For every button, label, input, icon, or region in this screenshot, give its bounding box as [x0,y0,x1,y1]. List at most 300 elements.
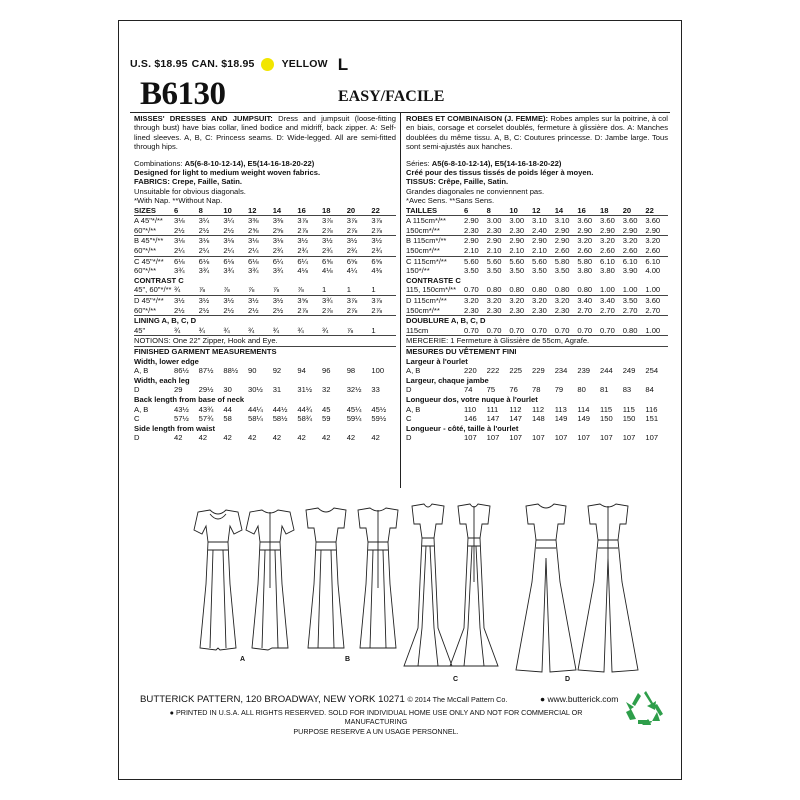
table-cell: 3.60 [645,296,661,305]
row-label: 150cm*/** [406,246,440,256]
table-cell: 3.20 [509,296,525,305]
table-cell: 6⅝ [371,256,382,266]
contrast-heading: CONTRAST C [134,275,184,285]
table-cell: 6.10 [645,256,661,266]
table-cell: 42 [272,433,282,443]
table-cell: 2.10 [464,246,479,256]
table-cell: 2.30 [464,225,479,235]
table-cell: 2.70 [622,305,638,315]
table-cell: 2¾ [346,246,358,256]
size-cell: 10 [509,205,518,215]
table-row [134,226,396,236]
table-cell: 5.80 [554,256,570,266]
table-cell: 1.00 [622,285,638,295]
table-cell: 3.20 [600,236,615,246]
table-row [134,366,396,376]
table-cell: 3.80 [600,266,615,276]
table-row [134,266,396,276]
table-cell: 1 [371,285,376,295]
lining-heading-fr: DOUBLURE A, B, C, D [406,315,668,326]
table-row [134,295,396,306]
table-cell: 6.10 [622,256,638,266]
table-cell: 3⅛ [272,236,284,246]
table-row [134,433,396,443]
contrast-heading-fr: CONTRASTE C [406,275,461,285]
table-cell: 3⅞ [346,296,358,305]
view-label-c: C [453,676,459,683]
nap-note-fr: *Avec Sens. **Sans Sens. [406,196,495,206]
notions-fr: MERCERIE: 1 Fermeture à Glissière de 55cm, Agrafe. [406,335,668,346]
table-cell: 2½ [174,305,185,315]
table-cell: 2¾ [371,246,382,256]
table-cell: 150 [622,414,636,424]
view-c-drawing [404,504,498,666]
table-cell: 3¾ [174,266,185,276]
row-label: 150cm*/** [406,305,440,315]
table-cell: ¾ [198,325,206,335]
table-cell: 44½ [272,404,288,414]
price-us: U.S. $18.95 [130,58,188,70]
table-cell: 29½ [198,385,214,395]
table-cell: 6⅛ [174,256,185,266]
table-cell: ⅞ [272,285,280,295]
table-cell: 3.50 [554,266,570,276]
table-cell: 6⅛ [223,256,234,266]
table-cell: 2¼ [198,246,210,256]
table-cell: 107 [509,433,523,443]
table-cell: 3.10 [554,216,570,226]
table-cell: 2.90 [554,225,570,235]
table-cell: 30 [223,385,232,395]
table-cell: 0.80 [486,285,502,295]
table-cell: 58 [223,414,232,424]
table-cell: 2¼ [248,246,259,256]
table-cell: 6⅛ [248,256,259,266]
table-cell: 107 [600,433,613,443]
table-row [134,215,396,226]
table-cell: 42 [297,433,306,443]
table-cell: 1 [371,325,376,335]
unsuitable-note: Unsuitable for obvious diagonals. [134,186,246,196]
view-b-drawing [306,508,398,648]
table-cell: 2⅝ [248,225,259,235]
table-cell: 3½ [223,296,234,305]
row-label: C [406,414,412,424]
table-row [134,246,396,256]
table-cell: 3½ [322,236,333,246]
french-title: ROBES ET COMBINAISON (J. FEMME): [406,114,549,123]
table-cell: 2⅞ [297,225,308,235]
table-cell: 3¾ [272,266,284,276]
table-cell: 0.70 [532,325,547,335]
table-cell: 2¾ [322,246,333,256]
table-cell: 2½ [223,225,234,235]
row-label: 115, 150cm*/** [406,285,457,295]
table-row [406,235,668,246]
table-cell: 87½ [198,366,214,376]
table-cell: 2⅝ [272,225,284,235]
table-cell: 6¼ [272,256,284,266]
table-cell: 3¾ [223,266,234,276]
table-cell: 6⅛ [198,256,210,266]
size-cell: 16 [297,205,306,215]
difficulty-label: EASY/FACILE [338,88,445,105]
technical-drawings [180,498,650,688]
size-cells-fr [464,206,668,216]
table-cell: 146 [464,414,477,424]
pattern-number: B6130 [140,76,226,112]
table-cell: 1.00 [645,285,661,295]
table-cell: 5.60 [464,256,479,266]
table-cell: 225 [509,366,523,376]
size-cell: 6 [464,205,469,215]
row-label: C [134,414,140,424]
table-cell: 3½ [346,236,358,246]
row-label: C 115cm*/** [406,256,447,266]
unsuitable-note-fr: Grandes diagonales ne conviennent pas. [406,186,545,196]
row-label: D 45"*/** [134,296,164,305]
table-cell: 3⅛ [174,236,185,246]
size-cell: 8 [486,205,491,215]
table-row [406,385,668,395]
table-cell: 84 [645,385,654,395]
table-row [406,366,668,376]
table-cell: 86½ [174,366,189,376]
table-cell: 2½ [174,225,185,235]
table-cell: 31½ [297,385,313,395]
row-label: A, B [134,404,149,414]
table-cell: 112 [532,404,545,414]
sizes-row: SIZES 6 8 10 12 14 16 18 20 22 [134,206,396,216]
table-cell: 3.60 [600,216,615,226]
row-label: 150*/** [406,266,430,276]
row-label: 45" [134,325,146,335]
row-label: A, B [134,366,149,376]
table-cell: 3.20 [464,296,479,305]
table-cell: 3½ [297,236,308,246]
row-label: D [406,433,412,443]
size-cell: 20 [346,205,356,215]
table-cell: ¾ [223,325,230,335]
table-cell: 3½ [174,296,185,305]
table-cell: 2.30 [532,305,547,315]
table-cell: 43¾ [198,404,214,414]
table-cell: 116 [645,404,658,414]
table-cell: 2.30 [554,305,570,315]
table-cell: 3¾ [322,296,333,305]
table-cell: 45½ [371,404,387,414]
row-label: D [406,385,412,395]
table-row [406,433,668,443]
table-cell: ¾ [248,325,255,335]
table-cell: 0.70 [554,325,570,335]
table-cell: 44¾ [297,404,313,414]
lining-table [134,326,396,336]
table-row [406,405,668,415]
table-cell: 3⅜ [272,216,284,226]
table-cell: 3½ [272,296,284,305]
measurement-title: Side length from waist [134,423,216,433]
table-cell: 100 [371,366,385,376]
table-cell: 4⅛ [297,266,308,276]
table-row [406,285,668,295]
french-column [406,114,668,443]
table-cell: 88½ [223,366,239,376]
table-cell: 115 [622,404,635,414]
table-row [406,295,668,306]
table-cell: 0.70 [464,325,479,335]
table-cell: 2¼ [223,246,234,256]
row-label: 60"*/** [134,266,157,276]
table-cell: 44¼ [248,404,263,414]
table-cell: 59¼ [346,414,362,424]
measurements-table [134,357,396,443]
table-cell: 147 [486,414,500,424]
table-cell: ⅞ [346,325,354,335]
table-cell: ¾ [174,325,181,335]
table-cell: 150 [600,414,613,424]
table-cell: 2.90 [532,236,547,246]
table-cell: 2.30 [464,305,479,315]
table-cell: 3.00 [486,216,502,226]
table-cell: 42 [174,433,183,443]
table-cell: 1.00 [645,325,661,335]
table-cell: 3¾ [248,266,259,276]
table-cell: 2.60 [577,246,593,256]
table-cell: 2⅞ [346,305,358,315]
table-cell: 58¾ [297,414,313,424]
table-cell: 114 [577,404,590,414]
table-cell: 45¼ [346,404,362,414]
table-cell: 107 [622,433,636,443]
table-cell: 44 [223,404,232,414]
table-cell: 220 [464,366,477,376]
table-cell: 3.40 [600,296,615,305]
table-cell: 3.20 [532,296,547,305]
table-cell: 76 [509,385,518,395]
table-cell: 2½ [223,305,234,315]
table-cell: 0.70 [577,325,593,335]
table-cell: 3⅞ [322,216,333,226]
english-title: MISSES' DRESSES AND JUMPSUIT: [134,114,273,123]
table-cell: 92 [272,366,282,376]
table-cell: 151 [645,414,659,424]
table-cell: 0.70 [600,325,615,335]
row-label: 60"*/** [134,225,157,235]
french-description-text: Robes amples sur la poitrine, à col en biais, corsage et corselet doublés, fermeture à glissière dos. A: Manches doublées du même tissu. A, B, C: Coutures princesse. D: Jambe large. Tous sont semi-ajustés aux hanches. [406,114,668,152]
row-label: B 45"*/** [134,236,164,246]
size-cell: 14 [272,205,282,215]
table-cell: 45 [322,404,331,414]
table-cell: 3.20 [622,236,638,246]
table-cell: 6⅝ [322,256,333,266]
table-row [134,306,396,316]
table-cell: 6.10 [600,256,615,266]
table-cell: 0.70 [509,325,525,335]
table-cell: 2.90 [577,225,593,235]
table-cell: 80 [577,385,586,395]
table-cell: 3.50 [532,266,547,276]
table-cell: 2⅞ [371,305,382,315]
table-cell: 3.50 [622,296,638,305]
table-cell: 1 [322,285,327,295]
table-cell: 3⅞ [371,296,382,305]
size-cells [174,206,396,216]
row-label: 45", 60"*/** [134,285,172,295]
table-cell: 2.10 [486,246,502,256]
table-cell: 2.30 [486,305,502,315]
table-cell: 111 [486,404,499,414]
table-cell: ¾ [272,325,280,335]
table-cell: 2⅞ [371,225,382,235]
table-cell: 78 [532,385,541,395]
english-column [134,114,396,443]
table-cell: 3.20 [645,236,661,246]
table-cell: 110 [464,404,477,414]
table-cell: 3.50 [464,266,479,276]
yellow-dot-icon [261,58,274,71]
table-cell: 42 [223,433,232,443]
table-cell: ¾ [297,325,304,335]
table-cell: 115 [600,404,613,414]
table-cell: ⅞ [223,285,230,295]
price-code: L [337,55,349,74]
table-cell: 0.80 [577,285,593,295]
table-cell: 2⅞ [297,305,308,315]
fabrics: FABRICS: Crepe, Faille, Satin. [134,177,243,187]
measurement-title: Width, lower edge [134,356,199,366]
table-cell: 2.60 [645,246,661,256]
table-cell: 31 [272,385,282,395]
table-cell: 2½ [198,305,210,315]
table-cell: 3.90 [622,266,638,276]
table-cell: 83 [622,385,632,395]
table-cell: 107 [464,433,477,443]
publisher-line [140,694,507,705]
measurement-title: Longueur - côté, taille à l'ourlet [406,423,519,433]
measurement-title: Back length from base of neck [134,394,245,404]
table-cell: 2½ [248,305,259,315]
table-cell: 90 [248,366,257,376]
yardage-table [134,215,396,276]
size-cell: 12 [248,205,257,215]
finished-title-fr: MESURES DU VÊTEMENT FINI [406,346,668,357]
table-cell: 149 [554,414,568,424]
table-cell: 2.90 [464,216,479,226]
row-label: 115cm [406,325,429,335]
contrast-table [134,285,396,315]
measurement-title: Largeur, chaque jambe [406,375,489,385]
table-cell: 2¼ [174,246,185,256]
size-cell: 22 [371,205,380,215]
table-cell: 58¼ [248,414,263,424]
table-row [406,414,668,424]
table-row [406,246,668,256]
table-cell: 2½ [272,305,284,315]
website-link[interactable]: ● www.butterick.com [540,694,619,704]
copyright: © 2014 The McCall Pattern Co. [407,695,508,704]
table-cell: 2.90 [600,225,615,235]
table-cell: 98 [346,366,356,376]
table-cell: 3⅞ [346,216,358,226]
table-cell: 3¼ [223,216,234,226]
measurement-title: Width, each leg [134,375,190,385]
size-cell: 8 [198,205,203,215]
row-label: 150cm*/** [406,225,440,235]
table-cell: 42 [322,433,331,443]
table-cell: 2.90 [509,236,525,246]
table-cell: 42 [198,433,208,443]
table-cell: 2¾ [297,246,308,256]
table-cell: 81 [600,385,609,395]
row-label: A, B [406,366,421,376]
table-row [406,256,668,267]
table-row [134,285,396,295]
publisher-address: BUTTERICK PATTERN, 120 BROADWAY, NEW YORK 10271 [140,694,405,705]
table-cell: 222 [486,366,500,376]
size-cell: 18 [600,205,609,215]
view-a-drawing [194,510,294,650]
size-cell: 20 [622,205,632,215]
table-row [406,215,668,226]
notions: NOTIONS: One 22" Zipper, Hook and Eye. [134,335,396,346]
table-cell: 3.50 [486,266,502,276]
contrast-table-fr [406,285,668,315]
table-cell: 2½ [198,225,210,235]
table-cell: 107 [486,433,500,443]
row-label: D [134,385,140,395]
series: Séries: A5(6-8-10-12-14), E5(14-16-18-20-22) [406,158,562,168]
measurement-title: Longueur dos, votre nuque à l'ourlet [406,394,538,404]
size-cell: 6 [174,205,179,215]
table-cell: 3⅛ [198,236,210,246]
table-cell: ¾ [174,285,181,295]
table-cell: 2.10 [532,246,547,256]
table-cell: 2⅞ [322,225,333,235]
table-cell: 32 [322,385,331,395]
table-cell: 4⅜ [371,266,382,276]
lining-table-fr [406,326,668,336]
table-row [134,414,396,424]
row-label: A 45"*/** [134,216,163,226]
table-cell: 42 [248,433,257,443]
recycle-icon [624,690,664,726]
row-label: 60"*/** [134,305,157,315]
table-cell: ⅞ [198,285,206,295]
table-row [406,266,668,276]
table-cell: 3.20 [577,236,593,246]
table-cell: 5.60 [486,256,502,266]
table-cell: 3.60 [645,216,661,226]
sizes-row-fr: TAILLES 6 8 10 12 14 16 18 20 22 [406,206,668,216]
table-cell: 75 [486,385,496,395]
table-cell: 3⅞ [297,216,308,226]
table-cell: 234 [554,366,568,376]
english-description-text: Dress and jumpsuit (loose-fitting through bust) have bias collar, lined bodice and midriff, back zipper. A: Self-lined sleeves. A, B, C: Princess seams. D: Wide-legged. All are semi-fitted through hips. [134,114,397,152]
table-cell: 29 [174,385,183,395]
row-label: D 115cm*/** [406,296,447,305]
table-row [406,306,668,316]
table-cell: 0.80 [509,285,525,295]
table-cell: 3.20 [554,296,570,305]
table-row [406,226,668,236]
disclaimer: ● PRINTED IN U.S.A. ALL RIGHTS RESERVED. SOLD FOR INDIVIDUAL HOME USE ONLY AND NOT FOR COMMERCIAL OR MANUFACTURING PURPOSE RESERVE A UN USAGE PERSONNEL. [169,708,583,736]
table-cell: 112 [509,404,522,414]
table-cell: 59½ [371,414,387,424]
table-cell: 2.90 [622,225,638,235]
table-cell: 58½ [272,414,288,424]
table-cell: 2.10 [509,246,525,256]
